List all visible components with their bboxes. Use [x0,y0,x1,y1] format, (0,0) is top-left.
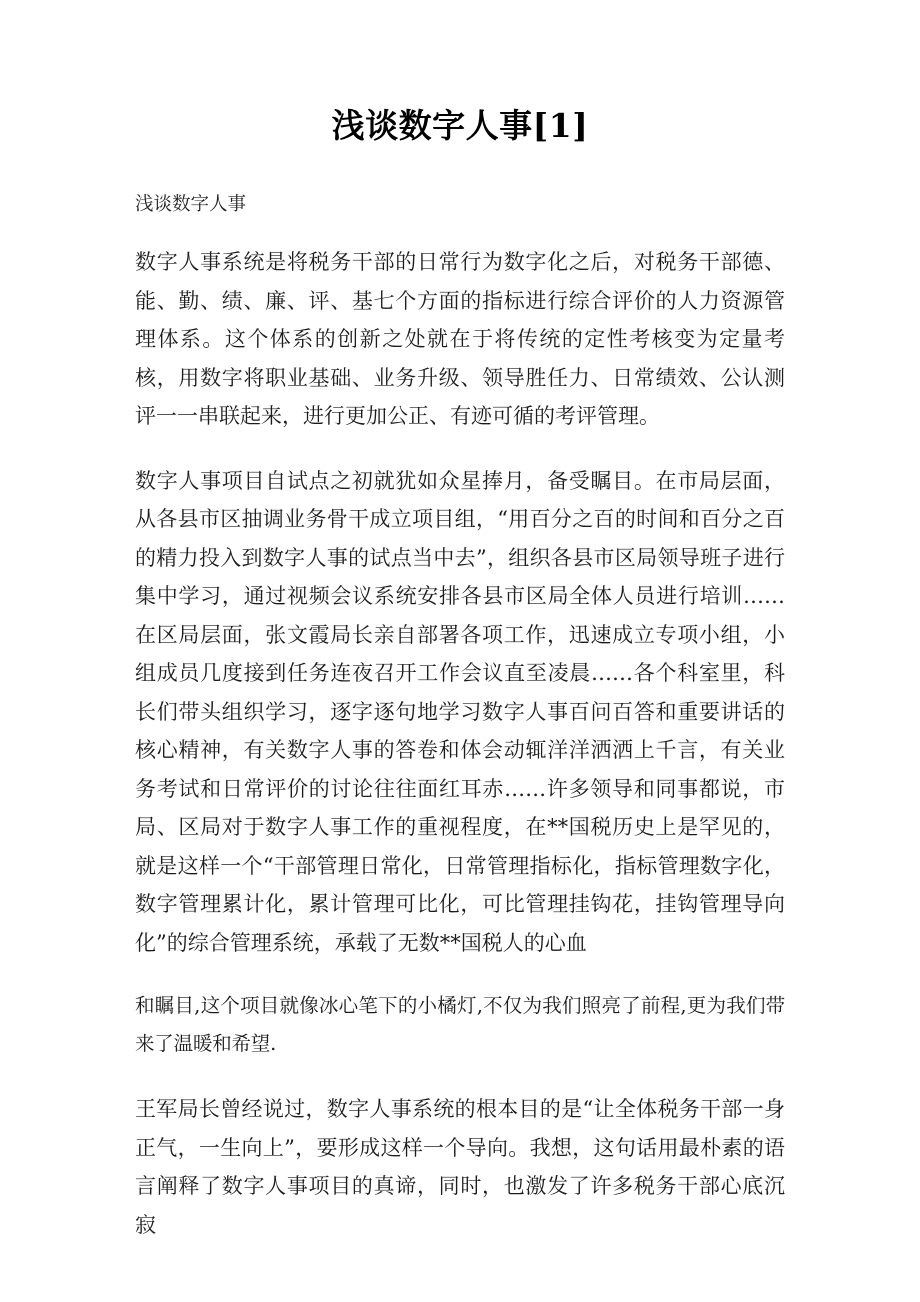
body-paragraph-2: 数字人事项目自试点之初就犹如众星捧月，备受瞩目。在市局层面，从各县市区抽调业务骨干成立项目组，“用百分之百的时间和百分之百的精力投入到数字人事的试点当中去”，组织各县市区局领导班子进行集中学习，通过视频会议系统安排各县市区局全体人员进行培训……在区局层面，张文霞局长亲自部署各项工作，迅速成立专项小组，小组成员几度接到任务连夜召开工作会议直至凌晨……各个科室里，科长们带头组织学习，逐字逐句地学习数字人事百问百答和重要讲话的核心精神，有关数字人事的答卷和体会动辄洋洋洒洒上千言，有关业务考试和日常评价的讨论往往面红耳赤……许多领导和同事都说，市局、区局对于数字人事工作的重视程度，在**国税历史上是罕见的，就是这样一个“干部管理日常化，日常管理指标化，指标管理数字化，数字管理累计化，累计管理可比化，可比管理挂钩花，挂钩管理导向化”的综合管理系统，承载了无数**国税人的心血 [135,468,785,955]
page-title: 浅谈数字人事[1] [331,106,589,145]
document-subtitle: 浅谈数字人事 [135,194,247,215]
page-content-column [135,0,785,1244]
body-paragraph-4: 王军局长曾经说过，数字人事系统的根本目的是“让全体税务干部一身正气，一生向上”，要形成这样一个导向。我想，这句话用最朴素的语言阐释了数字人事项目的真谛，同时，也激发了许多税务干部心底沉寂 [135,1097,785,1237]
body-paragraph-1: 数字人事系统是将税务干部的日常行为数字化之后，对税务干部德、能、勤、绩、廉、评、基七个方面的指标进行综合评价的人力资源管理体系。这个体系的创新之处就在于将传统的定性考核变为定量考核，用数字将职业基础、业务升级、领导胜任力、日常绩效、公认测评一一串联起来，进行更加公正、有迹可循的考评管理。 [135,250,785,428]
body-paragraph-3: 和瞩目,这个项目就像冰心笔下的小橘灯,不仅为我们照亮了前程,更为我们带来了温暖和希望. [135,994,785,1055]
